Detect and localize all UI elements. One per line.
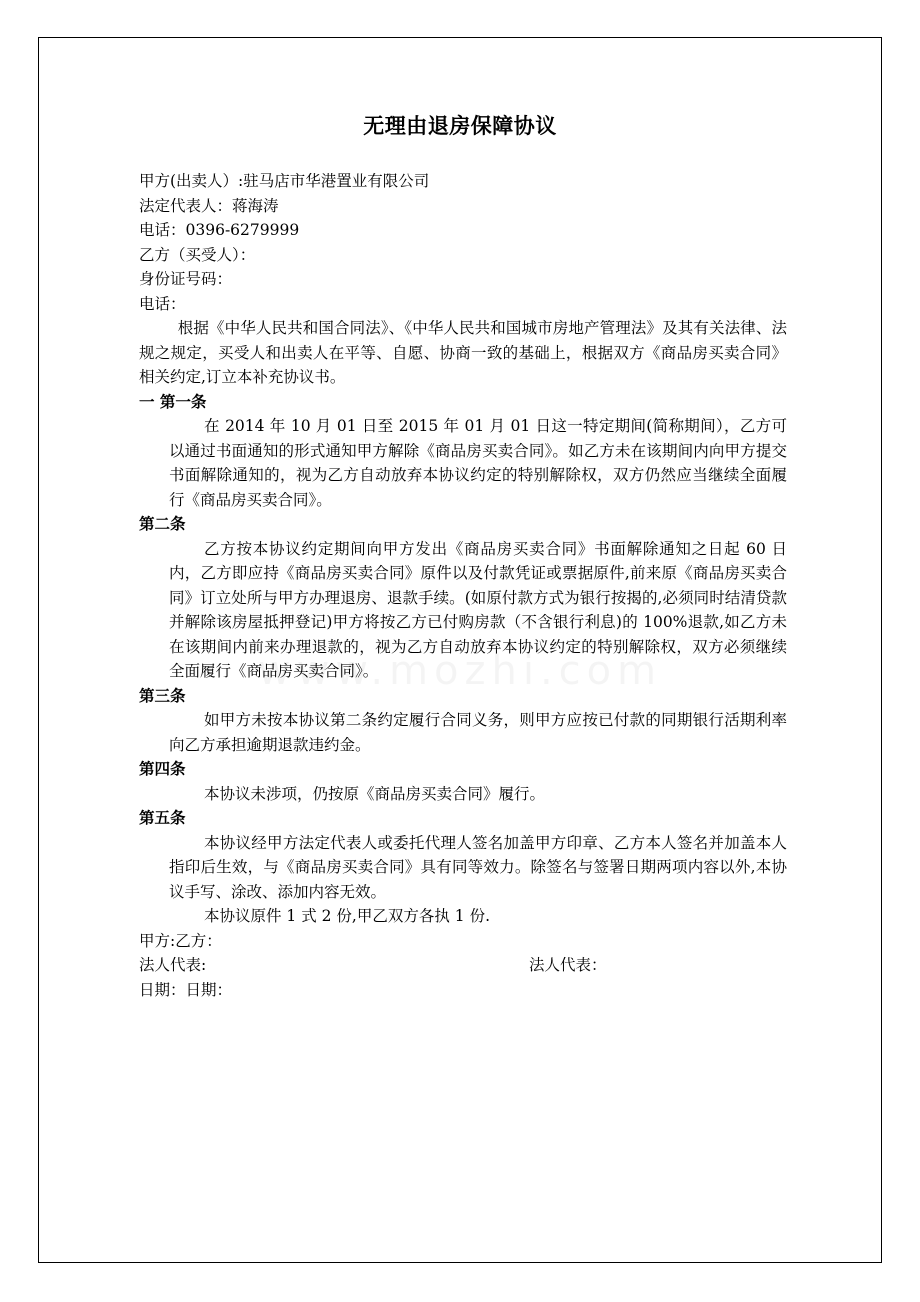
article-1-text: 在 2014 年 10 月 01 日至 2015 年 01 月 01 日这一特定期间(简称期间），乙方可以通过书面通知的形式通知甲方解除《商品房买卖合同》。如乙方未在该期间内向甲方提交书面解除通知的，视为乙方自动放弃本协议约定的特别解除权，双方仍然应当继续全面履行《商品房买卖合同》。 [169,417,787,509]
preamble-paragraph: 根据《中华人民共和国合同法》、《中华人民共和国城市房地产管理法》及其有关法律、法规之规定，买受人和出卖人在平等、自愿、协商一致的基础上，根据双方《商品房买卖合同》 相关约定,订立本补充协议书。 [139,319,787,386]
legal-rep-line: 法定代表人：蒋海涛 [139,196,279,215]
article-5-heading: 第五条 [139,809,186,827]
sign-dates-line: 日期：日期： [139,980,233,999]
id-number-line: 身份证号码： [139,270,233,288]
document-title: 无理由退房保障协议 [363,114,557,138]
article-1-heading: 一 第一条 [139,392,207,411]
phone-a-line: 电话：0396-6279999 [139,221,300,239]
article-4-text: 本协议未涉项，仍按原《商品房买卖合同》履行。 [204,784,546,803]
article-2-heading: 第二条 [139,515,186,533]
article-4-heading: 第四条 [139,760,186,778]
party-a-line: 甲方(出卖人）:驻马店市华港置业有限公司 [139,172,430,190]
sign-rep-left: 法人代表: [139,956,207,974]
article-3-text: 如甲方未按本协议第二条约定履行合同义务，则甲方应按已付款的同期银行活期利率向乙方承担逾期退款违约金。 [169,711,787,754]
party-b-line: 乙方（买受人）： [139,245,256,264]
document-body [139,169,787,1002]
copies-text: 本协议原件 1 式 2 份,甲乙双方各执 1 份. [204,907,491,925]
article-2-text: 乙方按本协议约定期间向甲方发出《商品房买卖合同》书面解除通知之日起 60 日内，乙方即应持《商品房买卖合同》原件以及付款凭证或票据原件,前来原《商品房买卖合同》订立处所与甲方办理退房、退款手续。(如原付款方式为银行按揭的,必须同时结清贷款并解除该房屋抵押登记)甲方将按乙方已付购房款（不含银行利息)的 100%退款,如乙方未在该期间内前来办理退款的，视为乙方自动放弃本协议约定的特别解除权，双方必须继续全面履行《商品房买卖合同》。 [169,539,787,680]
sign-rep-right: 法人代表： [529,956,607,974]
sign-representatives-row [139,953,787,978]
article-3-heading: 第三条 [139,686,186,705]
phone-b-line: 电话： [139,294,186,313]
article-5-text: 本协议经甲方法定代表人或委托代理人签名加盖甲方印章、乙方本人签名并加盖本人指印后生效，与《商品房买卖合同》具有同等效力。除签名与签署日期两项内容以外,本协议手写、涂改、添加内容无效。 [169,833,787,901]
sign-parties-line: 甲方:乙方： [139,931,222,950]
